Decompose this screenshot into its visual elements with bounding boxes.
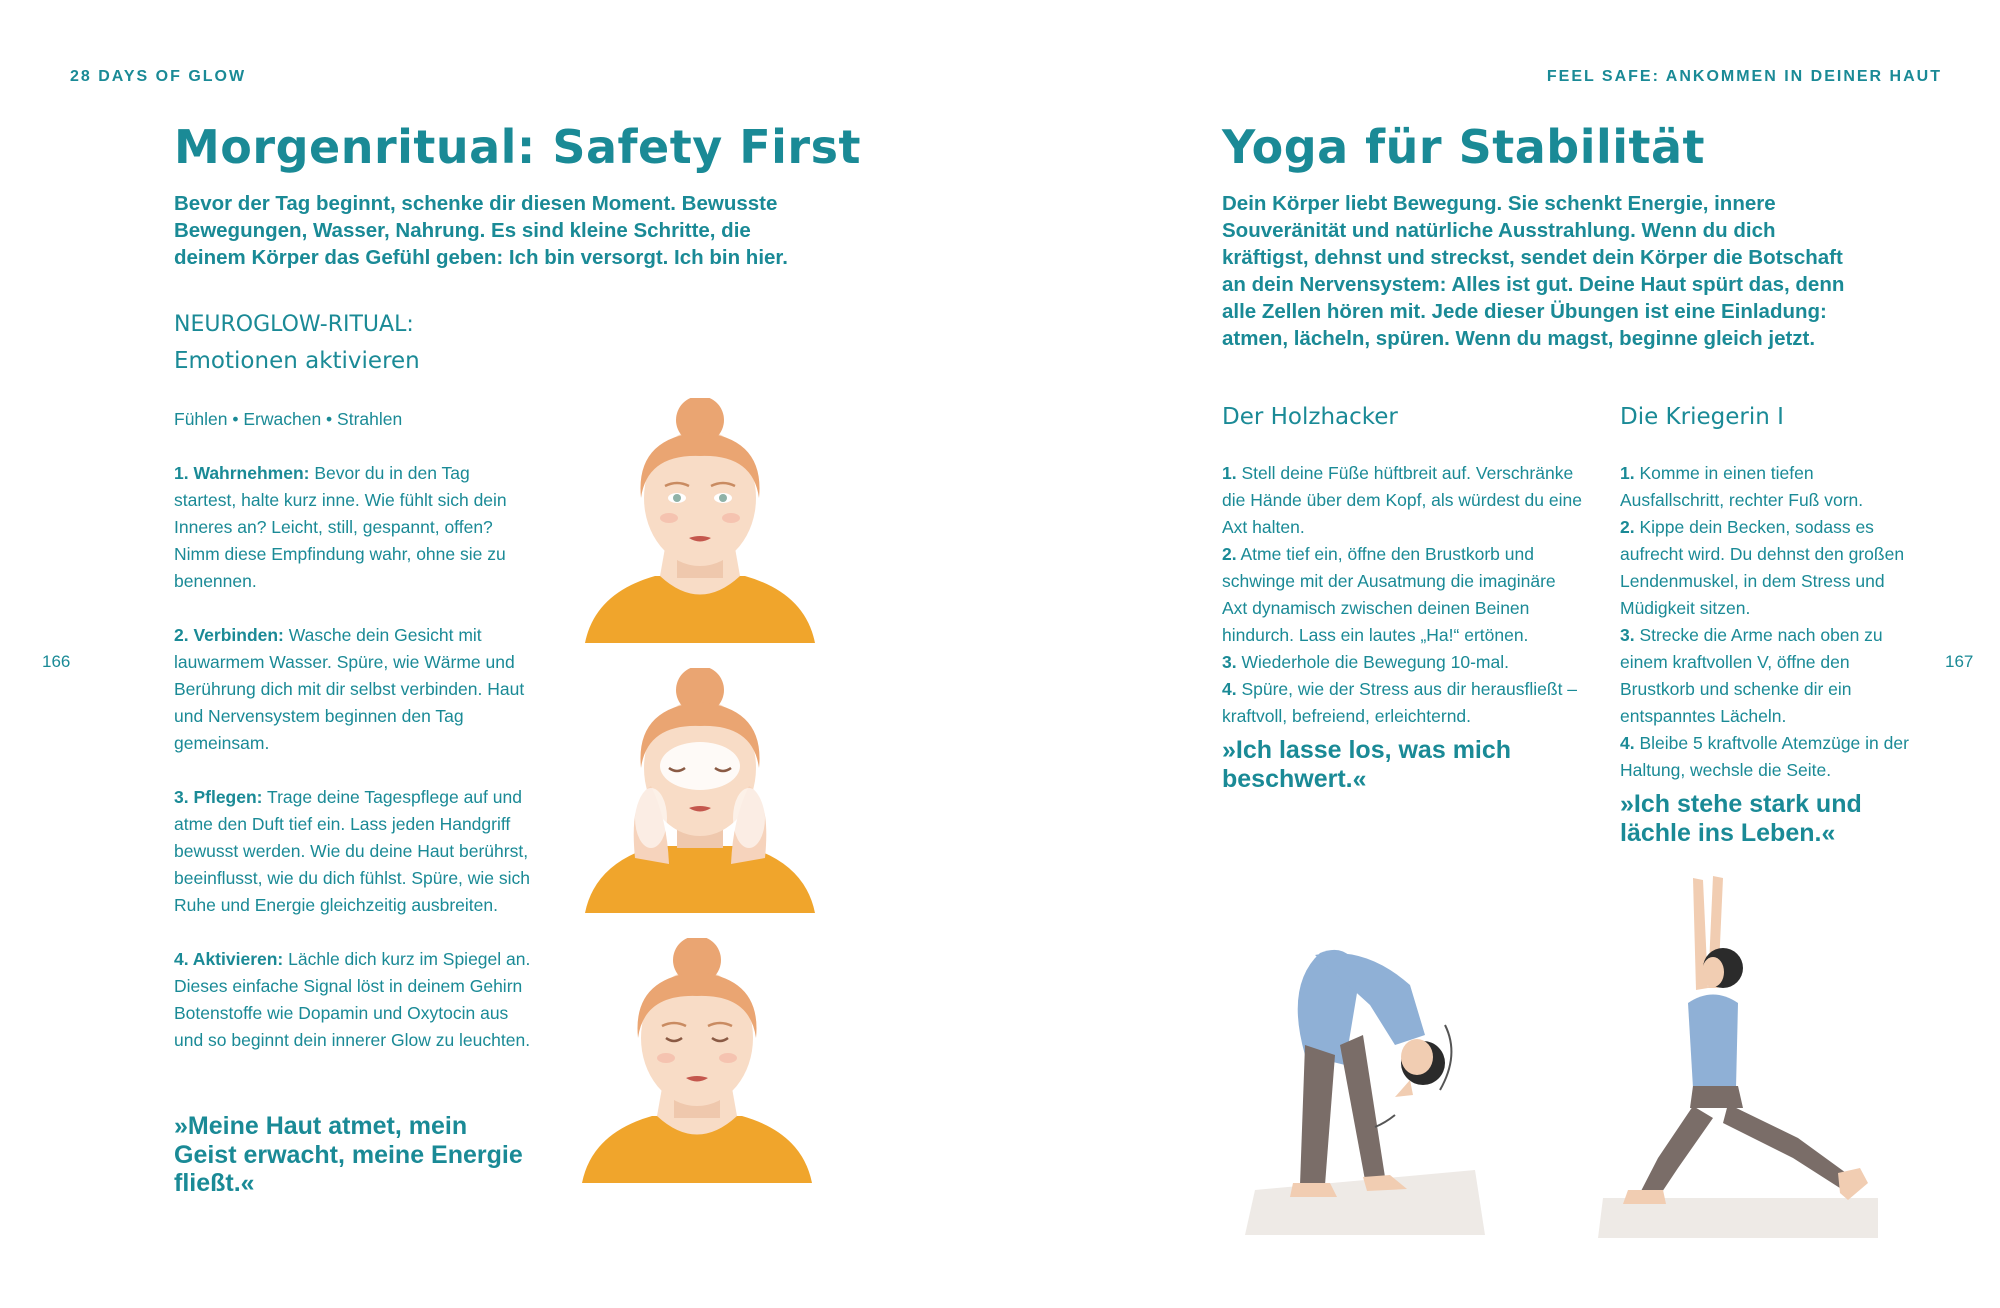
face-illustration-aware [585, 398, 815, 643]
face-illustration-washing [585, 668, 815, 913]
woodchopper-illustration [1245, 945, 1485, 1235]
exercise-step [1620, 460, 1920, 514]
ritual-tagline: Fühlen • Erwachen • Strahlen [174, 409, 403, 429]
exercise-steps-holzhacker [1222, 460, 1582, 793]
step-number: 1. [1620, 463, 1635, 483]
exercise-step [1222, 460, 1582, 541]
step-label: 2. Verbinden: [174, 625, 284, 645]
step-number: 1. [1222, 463, 1237, 483]
step-text: Stell deine Füße hüftbreit auf. Verschränke die Hände über dem Kopf, als würdest du eine Axt halten. [1222, 463, 1582, 537]
exercise-step [1620, 622, 1920, 730]
page-title-left: Morgenritual: Safety First [174, 120, 861, 174]
step-number: 2. [1620, 517, 1635, 537]
step-text: Bleibe 5 kraftvolle Atemzüge in der Haltung, wechsle die Seite. [1620, 733, 1909, 780]
step-text: Bevor du in den Tag startest, halte kurz inne. Wie fühlt sich dein Inneres an? Leicht, still, gespannt, offen? Nimm diese Empfindung wahr, ohne sie zu benennen. [174, 463, 507, 591]
running-head-left: 28 DAYS OF GLOW [70, 68, 247, 85]
exercise-heading-holzhacker: Der Holzhacker [1222, 404, 1398, 430]
exercise-step [1222, 649, 1582, 676]
exercise-quote: »Ich lasse los, was mich beschwert.« [1222, 736, 1512, 793]
exercise-steps-kriegerin [1620, 460, 1920, 847]
step-number: 3. [1620, 625, 1635, 645]
step-label: 4. Aktivieren: [174, 949, 284, 969]
step-number: 2. [1222, 544, 1237, 564]
step-text: Wiederhole die Bewegung 10-mal. [1236, 652, 1509, 672]
page-number-left: 166 [42, 652, 71, 671]
page-title-right: Yoga für Stabilität [1222, 120, 1706, 174]
exercise-step [1620, 730, 1920, 784]
step-text: Spüre, wie der Stress aus dir herausfließt – kraftvoll, befreiend, erleichternd. [1222, 679, 1578, 726]
ritual-quote: »Meine Haut atmet, mein Geist erwacht, meine Energie fließt.« [174, 1112, 523, 1197]
ritual-step [174, 946, 534, 1054]
ritual-step [174, 784, 534, 919]
exercise-step [1620, 514, 1920, 622]
intro-text-right: Dein Körper liebt Bewegung. Sie schenkt Energie, innere Souveränität und natürliche Ausstrahlung. Wenn du dich kräftigst, dehnst und streckst, sendet dein Körper die Botschaft an dein Nervensystem: Alles ist gut. Deine Haut spürt das, denn alle Zellen hören mit. Jede dieser Übungen ist eine Einladung: atmen, lächeln, spüren. Wenn du magst, beginne gleich jetzt. [1222, 192, 1845, 350]
running-head-right: FEEL SAFE: ANKOMMEN IN DEINER HAUT [1546, 68, 1942, 85]
step-text: Trage deine Tagespflege auf und atme den Duft tief ein. Lass jeden Handgriff bewusst werden. Wie du deine Haut berührst, beeinflusst, wie du dich fühlst. Spüre, wie sich Ruhe und Energie gleichzeitig ausbreiten. [174, 787, 531, 915]
ritual-steps [174, 460, 534, 1060]
page-number-right: 167 [1945, 652, 1974, 671]
step-text: Kippe dein Becken, sodass es aufrecht wird. Du dehnst den großen Lendenmuskel, in dem Stress und Müdigkeit sitzen. [1620, 517, 1905, 618]
ritual-step [174, 460, 534, 595]
exercise-step [1222, 676, 1582, 730]
warrior-one-illustration [1598, 868, 1878, 1238]
ritual-heading: NEUROGLOW-RITUAL: [174, 312, 414, 337]
step-text: Atme tief ein, öffne den Brustkorb und schwinge mit der Ausatmung die imaginäre Axt dynamisch zwischen deinen Beinen hindurch. Lass ein lautes „Ha!“ ertönen. [1222, 544, 1556, 645]
step-label: 3. Pflegen: [174, 787, 263, 807]
step-number: 3. [1222, 652, 1237, 672]
step-text: Strecke die Arme nach oben zu einem kraftvollen V, öffne den Brustkorb und schenke dir ein entspanntes Lächeln. [1620, 625, 1883, 726]
exercise-heading-kriegerin: Die Kriegerin I [1620, 404, 1784, 430]
step-text: Lächle dich kurz im Spiegel an. Dieses einfache Signal löst in deinem Gehirn Botenstoffe wie Dopamin und Oxytocin aus und so beginnt dein innerer Glow zu leuchten. [174, 949, 531, 1050]
face-illustration-smiling [582, 938, 812, 1183]
exercise-quote: »Ich stehe stark und lächle ins Leben.« [1620, 790, 1862, 847]
ritual-step [174, 622, 534, 757]
step-text: Komme in einen tiefen Ausfallschritt, rechter Fuß vorn. [1620, 463, 1864, 510]
exercise-step [1222, 541, 1582, 649]
intro-text-left: Bevor der Tag beginnt, schenke dir diesen Moment. Bewusste Bewegungen, Wasser, Nahrung. Es sind kleine Schritte, die deinem Körper das Gefühl geben: Ich bin versorgt. Ich bin hier. [174, 192, 788, 269]
ritual-subheading: Emotionen aktivieren [174, 348, 420, 374]
step-text: Wasche dein Gesicht mit lauwarmem Wasser. Spüre, wie Wärme und Berührung dich mit dir selbst verbinden. Haut und Nervensystem beginnen den Tag gemeinsam. [174, 625, 525, 753]
step-number: 4. [1222, 679, 1237, 699]
step-number: 4. [1620, 733, 1635, 753]
step-label: 1. Wahrnehmen: [174, 463, 310, 483]
